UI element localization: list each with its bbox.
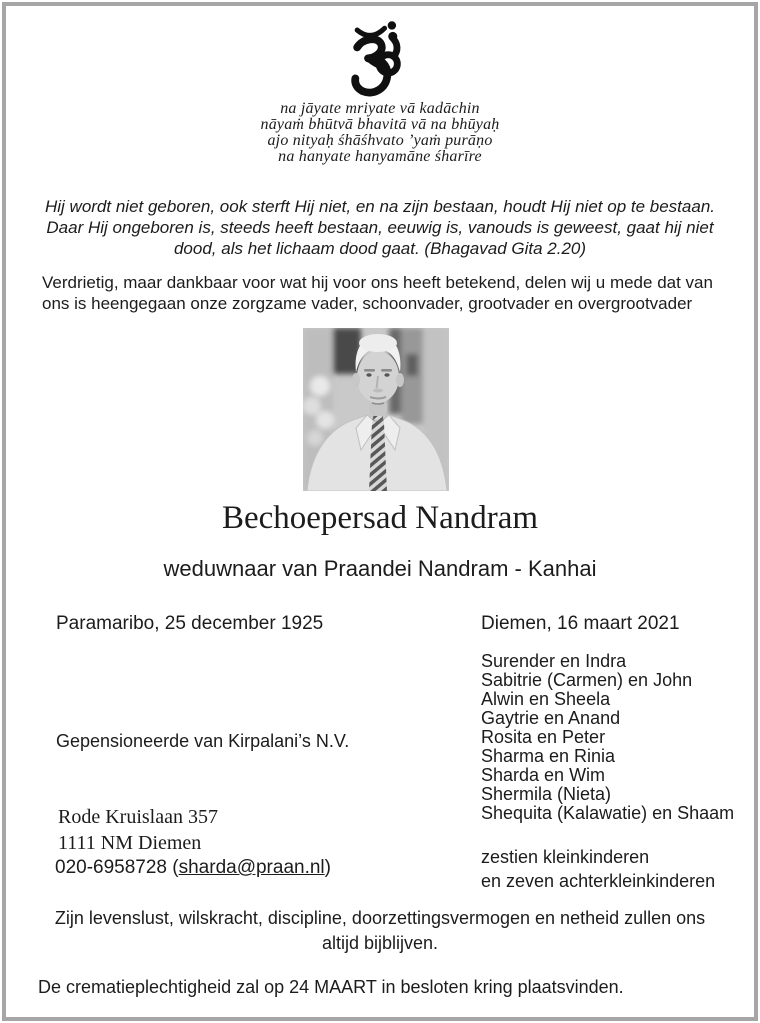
great-grandchildren-text: en zeven achterkleinkinderen	[481, 871, 716, 891]
verse-line: na jāyate mriyate vā kadāchin	[280, 100, 480, 117]
phone-number: 020-6958728 (	[55, 857, 179, 878]
child-couple: Gaytrie en Anand	[481, 708, 621, 728]
address-line-city: 1111 NM Diemen	[58, 832, 202, 854]
child-couple: Shermila (Nieta)	[481, 784, 612, 804]
child-couple: Alwin en Sheela	[481, 689, 611, 709]
phone-line-close: )	[324, 857, 331, 878]
child-couple: Shequita (Kalawatie) en Shaam	[481, 803, 735, 823]
announcement-text: Verdrietig, maar dankbaar voor wat hij voor ons heeft betekend, delen wij u mede dat van ons is heengegaan onze zorgzame vader, schoonvader, grootvader en overgrootvader	[42, 273, 713, 313]
address-block	[58, 804, 218, 856]
child-couple: Sabitrie (Carmen) en John	[481, 670, 693, 690]
child-couple: Rosita en Peter	[481, 727, 606, 747]
birth-place-date: Paramaribo, 25 december 1925	[56, 613, 324, 634]
deceased-name: Bechoepersad Nandram	[221, 500, 539, 536]
verse-line: nāyaṁ bhūtvā bhavitā vā na bhūyaḥ	[260, 116, 500, 133]
portrait-graphic	[303, 328, 449, 491]
children-list	[481, 652, 734, 823]
phone-line	[55, 857, 331, 879]
ceremony-text: De crematieplechtigheid zal op 24 MAART in besloten kring plaatsvinden.	[38, 977, 624, 997]
child-couple: Surender en Indra	[481, 651, 627, 671]
child-couple: Sharma en Rinia	[481, 746, 616, 766]
gita-quote: Hij wordt niet geboren, ook sterft Hij niet, en na zijn bestaan, houdt Hij niet op te bestaan. Daar Hij ongeboren is, steeds heeft bestaan, eeuwig is, vanouds is geweest, gaat hij niet dood, als het lichaam dood gaat. (Bhagavad Gita 2.20)	[44, 197, 715, 258]
address-line-street: Rode Kruislaan 357	[58, 806, 218, 828]
sanskrit-verse	[0, 101, 760, 165]
om-symbol-graphic	[328, 20, 432, 104]
email-link[interactable]: sharda@praan.nl	[178, 857, 325, 878]
tribute-text: Zijn levenslust, wilskracht, discipline, doorzettingsvermogen en netheid zullen ons altijd bijblijven.	[54, 908, 706, 953]
occupation-text: Gepensioneerde van Kirpalani’s N.V.	[56, 731, 350, 751]
child-couple: Sharda en Wim	[481, 765, 606, 785]
verse-line: ajo nityaḥ śhāśhvato ’yaṁ purāṇo	[267, 132, 493, 149]
verse-line: na hanyate hanyamāne śharīre	[278, 148, 482, 165]
grandchildren-text: zestien kleinkinderen	[481, 847, 650, 867]
death-place-date: Diemen, 16 maart 2021	[481, 613, 680, 634]
grandchildren-block	[481, 845, 715, 893]
om-icon	[0, 20, 760, 109]
widower-line: weduwnaar van Praandei Nandram - Kanhai	[163, 556, 597, 581]
portrait-photo	[303, 328, 449, 491]
